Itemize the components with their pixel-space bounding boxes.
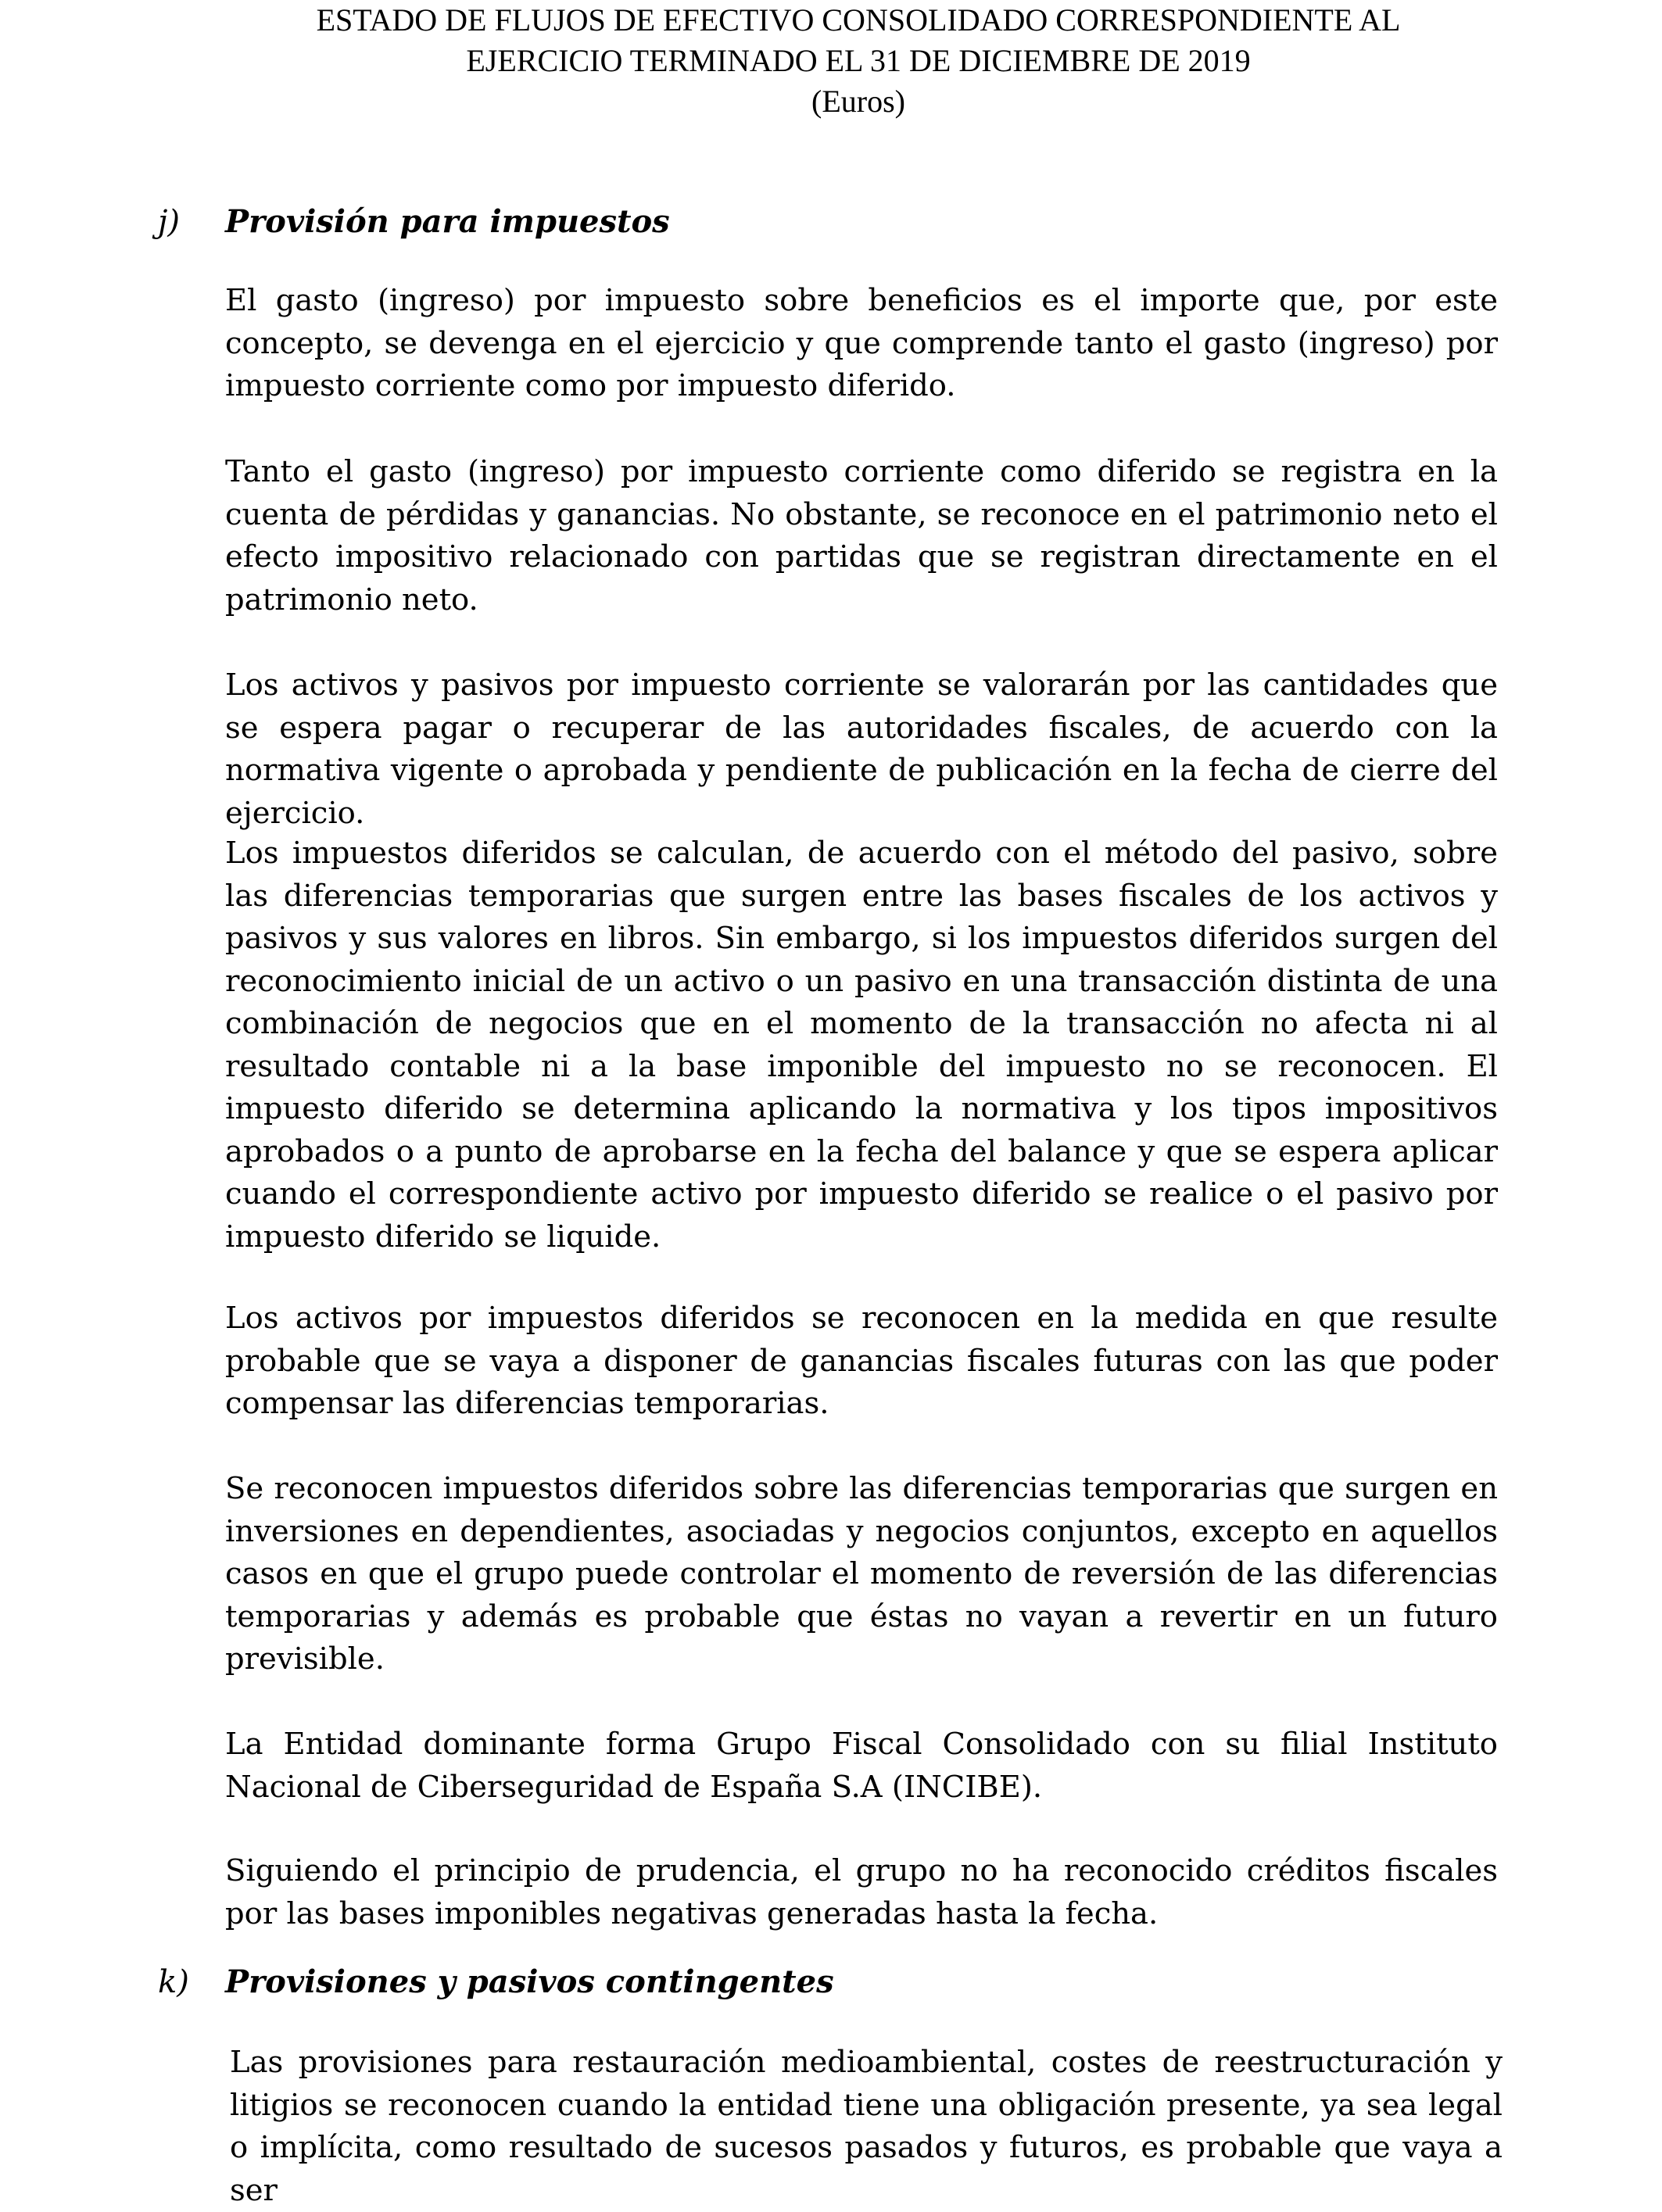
section-k-letter: k)	[158, 1964, 189, 2000]
header-line-2: EJERCICIO TERMINADO EL 31 DE DICIEMBRE DE 2019	[466, 43, 1251, 78]
section-j-title: Provisión para impuestos	[225, 203, 670, 240]
section-j-paragraph-8: Siguiendo el principio de prudencia, el grupo no ha reconocido créditos fiscales por las bases imponibles negativas generadas hasta la fecha.	[225, 1853, 1498, 1931]
section-j-paragraph-4: Los impuestos diferidos se calculan, de acuerdo con el método del pasivo, sobre las diferencias temporarias que surgen entre las bases fiscales de los activos y pasivos y sus valores en libros. Sin embargo, si los impuestos diferidos surgen del reconocimiento inicial de un activo o un pasivo en una transacción distinta de una combinación de negocios que en el momento de la transacción no afecta ni al resultado contable ni a la base imponible del impuesto no se reconocen. El impuesto diferido se determina aplicando la normativa y los tipos impositivos aprobados o a punto de aprobarse en la fecha del balance y que se espera aplicar cuando el correspondiente activo por impuesto diferido se realice o el pasivo por impuesto diferido se liquide.	[225, 836, 1498, 1255]
section-k-paragraph-1: Las provisiones para restauración medioambiental, costes de reestructuración y litigios se reconocen cuando la entidad tiene una obligación presente, ya sea legal o implícita, como resultado de sucesos pasados y futuros, es probable que vaya a ser	[230, 2045, 1503, 2208]
section-j-paragraph-5: Los activos por impuestos diferidos se reconocen en la medida en que resulte probable que se vaya a disponer de ganancias fiscales futuras con las que poder compensar las diferencias temporarias.	[225, 1301, 1498, 1421]
section-k-title: Provisiones y pasivos contingentes	[225, 1963, 834, 2000]
header-line-3: (Euros)	[811, 84, 905, 119]
section-k-heading	[158, 1962, 1565, 2003]
section-j-paragraph-1: El gasto (ingreso) por impuesto sobre beneficios es el importe que, por este concepto, se devenga en el ejercicio y que comprende tanto el gasto (ingreso) por impuesto corriente como por impuesto diferido.	[225, 283, 1498, 403]
section-j-paragraph-2: Tanto el gasto (ingreso) por impuesto corriente como diferido se registra en la cuenta de pérdidas y ganancias. No obstante, se reconoce en el patrimonio neto el efecto impositivo relacionado con partidas que se registran directamente en el patrimonio neto.	[225, 454, 1498, 617]
section-j-paragraph-7: La Entidad dominante forma Grupo Fiscal Consolidado con su filial Instituto Nacional de Ciberseguridad de España S.A (INCIBE).	[225, 1727, 1498, 1805]
header-line-1: ESTADO DE FLUJOS DE EFECTIVO CONSOLIDADO CORRESPONDIENTE AL	[316, 2, 1401, 38]
section-j-paragraph-6: Se reconocen impuestos diferidos sobre las diferencias temporarias que surgen en inversiones en dependientes, asociadas y negocios conjuntos, excepto en aquellos casos en que el grupo puede controlar el momento de reversión de las diferencias temporarias y además es probable que éstas no vayan a revertir en un futuro previsible.	[225, 1471, 1498, 1677]
section-j-letter: j)	[158, 204, 181, 240]
section-j-heading	[158, 202, 1565, 242]
section-j-paragraph-3: Los activos y pasivos por impuesto corriente se valorarán por las cantidades que se espera pagar o recuperar de las autoridades fiscales, de acuerdo con la normativa vigente o aprobada y pendiente de publicación en la fecha de cierre del ejercicio.	[225, 668, 1498, 831]
page-header	[0, 0, 1662, 122]
